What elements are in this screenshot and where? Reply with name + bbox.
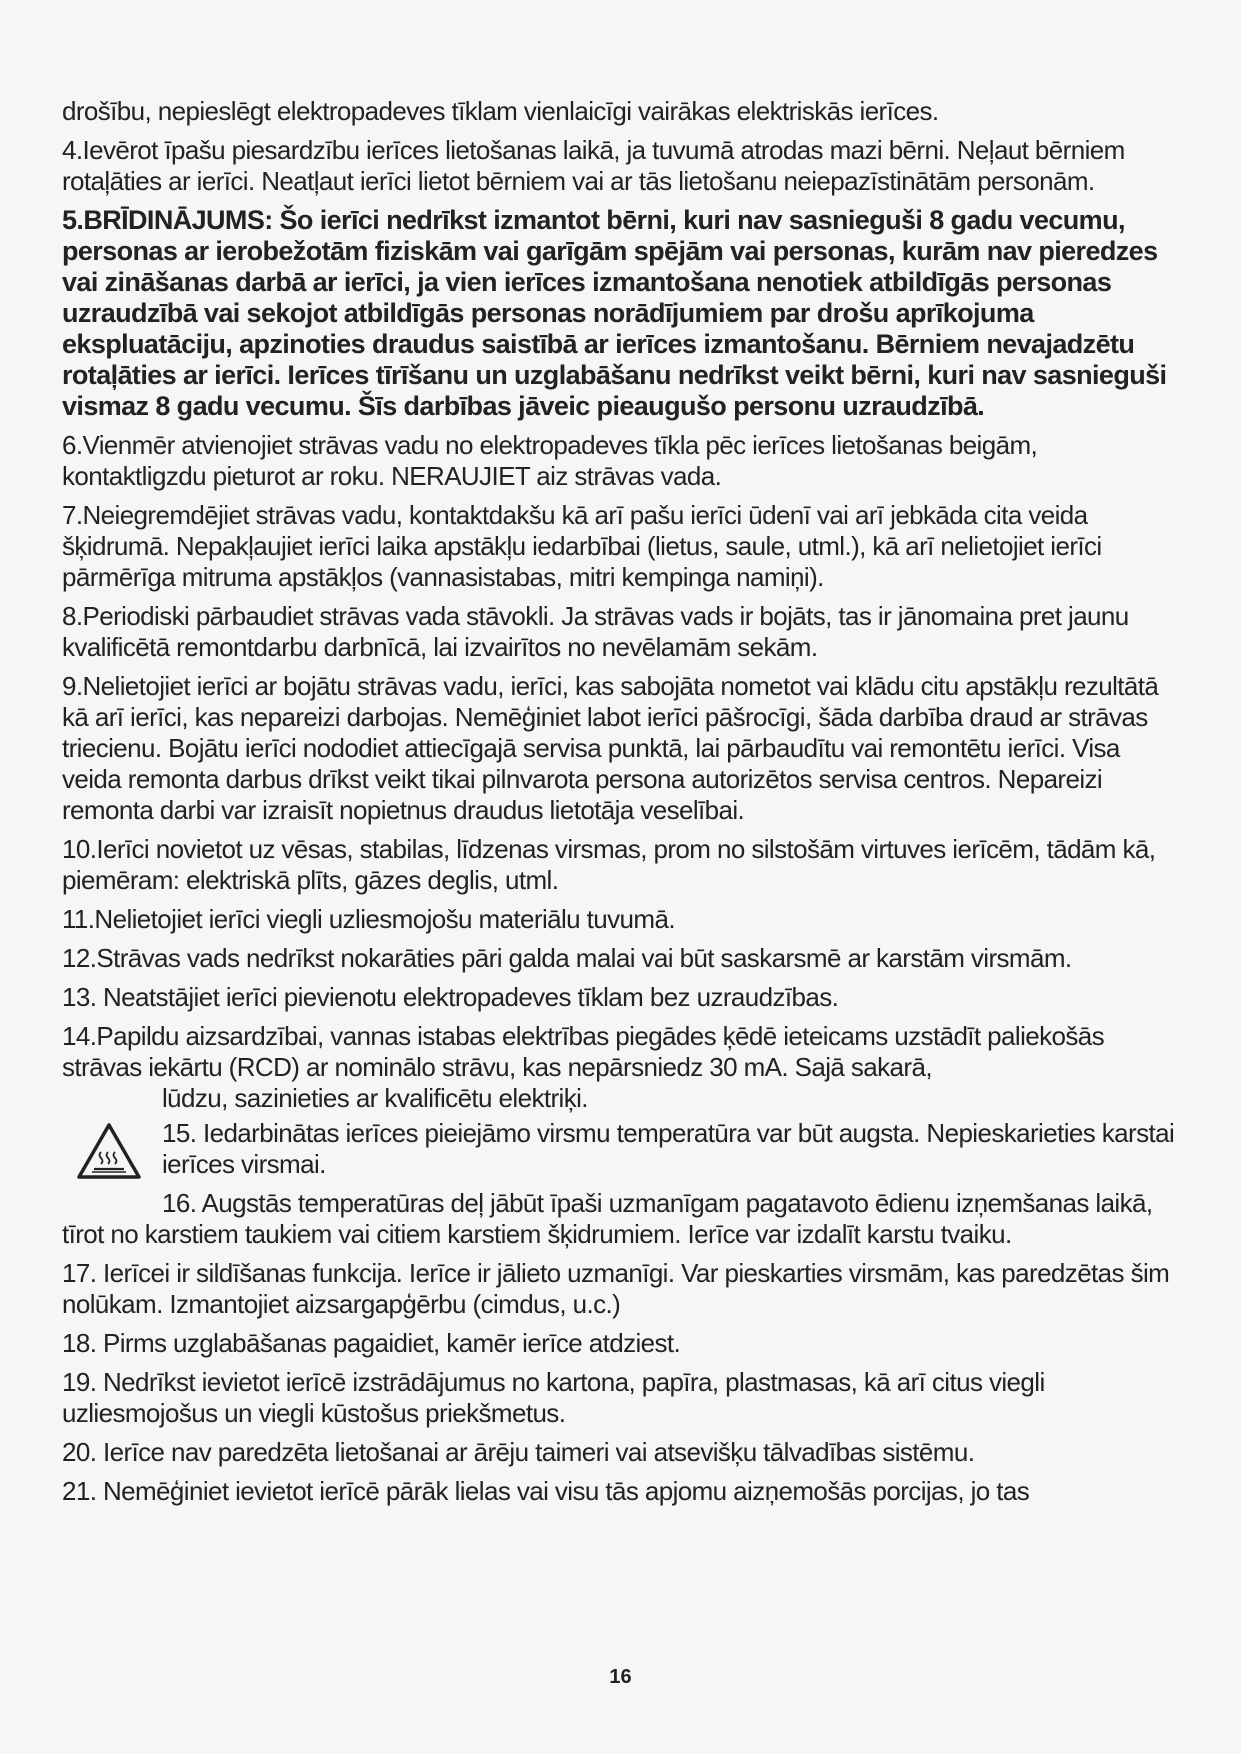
paragraph-17: 17. Ierīcei ir sildīšanas funkcija. Ierīce ir jālieto uzmanīgi. Var pieskarties virsmām, kas paredzētas šim nolūkam. Izmantojiet aizsargapģērbu (cimdus, u.c.) — [62, 1258, 1170, 1319]
paragraph-14-cont: lūdzu, sazinieties ar kvalificētu elektriķi. — [162, 1083, 588, 1113]
paragraph-21: 21. Nemēģiniet ievietot ierīcē pārāk lielas vai visu tās apjomu aizņemošās porcijas, jo tas — [62, 1476, 1030, 1506]
paragraph-14: 14.Papildu aizsardzībai, vannas istabas elektrības piegādes ķēdē ieteicams uzstādīt paliekošās strāvas iekārtu (RCD) ar nominālo strāvu, kas nepārsniedz 30 mA. Sajā sakarā, — [62, 1021, 1105, 1082]
paragraph-18: 18. Pirms uzglabāšanas pagaidiet, kamēr ierīce atdziest. — [62, 1328, 681, 1358]
paragraph-19: 19. Nedrīkst ievietot ierīcē izstrādājumus no kartona, papīra, plastmasas, kā arī citus viegli uzliesmojošus un viegli kūstošus priekšmetus. — [62, 1367, 1045, 1428]
paragraph-7: 7.Neiegremdējiet strāvas vadu, kontaktdakšu kā arī pašu ierīci ūdenī vai arī jebkāda cita veida šķidrumā. Nepakļaujiet ierīci laika apstākļu iedarbībai (lietus, saule, utml.), kā arī nelietojiet ierīci pārmērīga mitruma apstākļos (vannasistabas, mitri kempinga namiņi). — [62, 500, 1102, 592]
paragraph-6: 6.Vienmēr atvienojiet strāvas vadu no elektropadeves tīkla pēc ierīces lietošanas beigām, kontaktligzdu pieturot ar roku. NERAUJIET aiz strāvas vada. — [62, 430, 1038, 491]
paragraph-16: 16. Augstās temperatūras deļ jābūt īpaši uzmanīgam pagatavoto ēdienu izņemšanas laikā, tīrot no karstiem taukiem vai citiem karstiem šķidrumiem. Ierīce var izdalīt karstu tvaiku. — [62, 1188, 1153, 1249]
page-number: 16 — [609, 1666, 632, 1688]
paragraph-8: 8.Periodiski pārbaudiet strāvas vada stāvokli. Ja strāvas vads ir bojāts, tas ir jānomaina pret jaunu kvalificētā remontdarbu darbnīcā, lai izvairītos no nevēlamām sekām. — [62, 601, 1129, 662]
paragraph-4: 4.Ievērot īpašu piesardzību ierīces lietošanas laikā, ja tuvumā atrodas mazi bērni. Neļaut bērniem rotaļāties ar ierīci. Neatļaut ierīci lietot bērniem vai ar tās lietošanu neiepazīstinātām personām. — [62, 135, 1125, 196]
paragraph-9: 9.Nelietojiet ierīci ar bojātu strāvas vadu, ierīci, kas sabojāta nometot vai klādu citu apstākļu rezultātā kā arī ierīci, kas nepareizi darbojas. Nemēģiniet labot ierīci pāšrocīgi, šāda darbība draud ar strāvas triecienu. Bojātu ierīci nododiet attiecīgajā servisa punktā, lai pārbaudītu vai remontētu ierīci. Visa veida remonta darbus drīkst veikt tikai pilnvarota persona autorizētos servisa centros. Nepareizi remonta darbi var izraisīt nopietnus draudus lietotāja veselībai. — [62, 671, 1159, 825]
paragraph-13: 13. Neatstājiet ierīci pievienotu elektropadeves tīklam bez uzraudzības. — [62, 982, 839, 1012]
paragraph-11: 11.Nelietojiet ierīci viegli uzliesmojošu materiālu tuvumā. — [62, 904, 675, 934]
paragraph-3-cont: drošību, nepieslēgt elektropadeves tīklam vienlaicīgi vairākas elektriskās ierīces. — [62, 96, 939, 126]
paragraph-15: 15. Iedarbinātas ierīces pieiejāmo virsmu temperatūra var būt augsta. Nepieskarieties karstai ierīces virsmai. — [162, 1118, 1175, 1179]
paragraph-5-warning: 5.BRĪDINĀJUMS: Šo ierīci nedrīkst izmantot bērni, kuri nav sasnieguši 8 gadu vecumu, personas ar ierobežotām fiziskām vai garīgām spējām vai personas, kurām nav pieredzes vai zināšanas darbā ar ierīci, ja vien ierīces izmantošana nenotiek atbildīgās personas uzraudzībā vai sekojot atbildīgās personas norādījumiem par drošu aprīkojuma ekspluatāciju, apzinoties draudus saistībā ar ierīces izmantošanu. Bērniem nevajadzētu rotaļāties ar ierīci. Ierīces tīrīšanu un uzglabāšanu nedrīkst veikt bērni, kuri nav sasnieguši vismaz 8 gadu vecumu. Šīs darbības jāveic pieaugušo personu uzraudzībā. — [62, 205, 1167, 421]
paragraph-20: 20. Ierīce nav paredzēta lietošanai ar ārēju taimeri vai atsevišķu tālvadības sistēmu. — [62, 1437, 975, 1467]
hot-surface-warning-icon — [76, 1122, 142, 1180]
paragraph-12: 12.Strāvas vads nedrīkst nokarāties pāri galda malai vai būt saskarsmē ar karstām virsmām. — [62, 943, 1072, 973]
paragraph-10: 10.Ierīci novietot uz vēsas, stabilas, līdzenas virsmas, prom no silstošām virtuves ierīcēm, tādām kā, piemēram: elektriskā plīts, gāzes deglis, utml. — [62, 834, 1156, 895]
hot-surface-warning — [62, 1118, 1181, 1180]
